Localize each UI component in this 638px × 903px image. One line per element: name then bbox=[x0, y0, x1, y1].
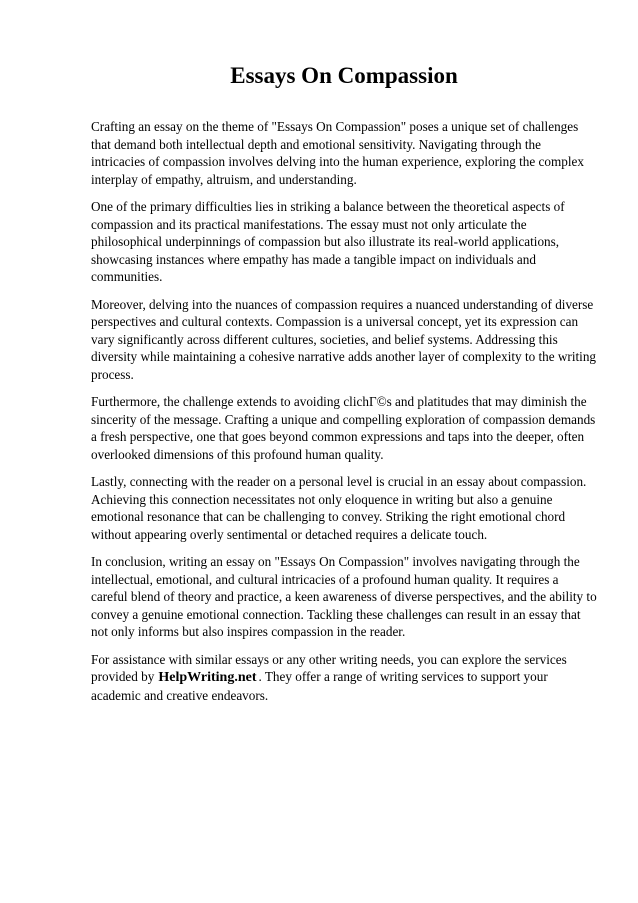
paragraph-nuances: Moreover, delving into the nuances of compassion requires a nuanced understanding of diverse perspectives and cultural contexts. Compassion is a universal concept, yet its expression can vary significantly across different cultures, societies, and belief systems. Addressing this diversity while maintaining a cohesive narrative adds another layer of complexity to the writing process. bbox=[91, 296, 597, 382]
paragraph-cliches: Furthermore, the challenge extends to avoiding clichΓ©s and platitudes that may diminish the sincerity of the message. Crafting a unique and compelling exploration of compassion demands a fresh perspective, one that goes beyond common expressions and taps into the deeper, often overlooked dimensions of this profound human quality. bbox=[91, 394, 596, 462]
helpwriting-link[interactable]: HelpWriting.net bbox=[158, 670, 257, 685]
paragraph-intro: Crafting an essay on the theme of "Essays On Compassion" poses a unique set of challenges that demand both intellectual depth and emotional sensitivity. Navigating through the intricacies of compassion involves delving into the human experience, exploring the complex interplay of empathy, altruism, and understanding. bbox=[91, 119, 584, 187]
paragraph-connection: Lastly, connecting with the reader on a personal level is crucial in an essay about compassion. Achieving this connection necessitates not only eloquence in writing but also a genuine emotional resonance that can be challenging to convey. Striking the right emotional chord without appearing overly sentimental or detached requires a delicate touch. bbox=[91, 474, 587, 542]
document-page bbox=[91, 62, 597, 714]
paragraph-difficulties: One of the primary difficulties lies in striking a balance between the theoretical aspects of compassion and its practical manifestations. The essay must not only articulate the philosophical underpinnings of compassion but also illustrate its real-world applications, showcasing instances where empathy has made a tangible impact on individuals and communities. bbox=[91, 199, 565, 284]
document-title: Essays On Compassion bbox=[230, 63, 458, 88]
paragraph-conclusion: In conclusion, writing an essay on "Essays On Compassion" involves navigating through the intellectual, emotional, and cultural intricacies of a profound human quality. It requires a careful blend of theory and practice, a keen awareness of diverse perspectives, and the ability to convey a genuine emotional connection. Tackling these challenges can result in an essay that not only informs but also inspires compassion in the reader. bbox=[91, 554, 597, 639]
closing-text-before-link: For assistance with similar essays or any other writing needs, you can explore the services provided by bbox=[91, 651, 567, 684]
closing-text-after-link: . They offer a range of writing services to support your academic and creative endeavors. bbox=[91, 669, 548, 703]
paragraph-closing bbox=[91, 651, 597, 705]
